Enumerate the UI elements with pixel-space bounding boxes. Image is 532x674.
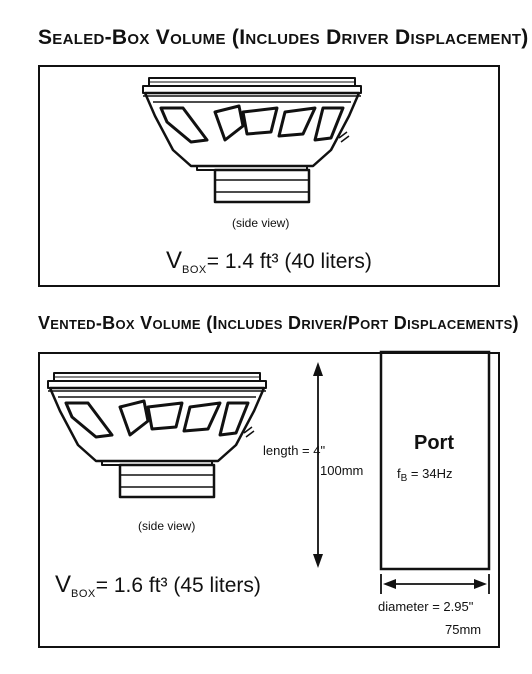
- port-title: Port: [414, 432, 454, 454]
- length-label: length = 4": [263, 443, 326, 458]
- volume-value: = 1.6 ft³ (45 liters): [95, 574, 261, 597]
- volume-subscript: BOX: [71, 588, 96, 600]
- sealed-side-view-caption: (side view): [232, 216, 290, 230]
- vented-volume-formula: [55, 571, 261, 600]
- volume-subscript: BOX: [182, 264, 207, 276]
- volume-value: = 1.4 ft³ (40 liters): [206, 250, 372, 273]
- freq-value: = 34Hz: [407, 466, 453, 481]
- sealed-box-heading: Sealed-Box Volume (Includes Driver Displacement): [38, 26, 529, 49]
- port-tuning-frequency: [397, 466, 452, 484]
- volume-symbol: V: [55, 571, 72, 598]
- diameter-metric: 75mm: [445, 622, 482, 637]
- volume-symbol: V: [166, 247, 183, 274]
- freq-symbol: f: [397, 466, 401, 481]
- length-metric: 100mm: [320, 463, 364, 478]
- freq-subscript: B: [400, 473, 408, 484]
- sealed-volume-formula: [166, 247, 372, 276]
- vented-box-heading: Vented-Box Volume (Includes Driver/Port Displacements): [38, 313, 519, 333]
- vented-side-view-caption: (side view): [138, 519, 196, 533]
- diameter-label: diameter = 2.95": [378, 599, 474, 614]
- subwoofer-side-view-icon: [143, 78, 361, 202]
